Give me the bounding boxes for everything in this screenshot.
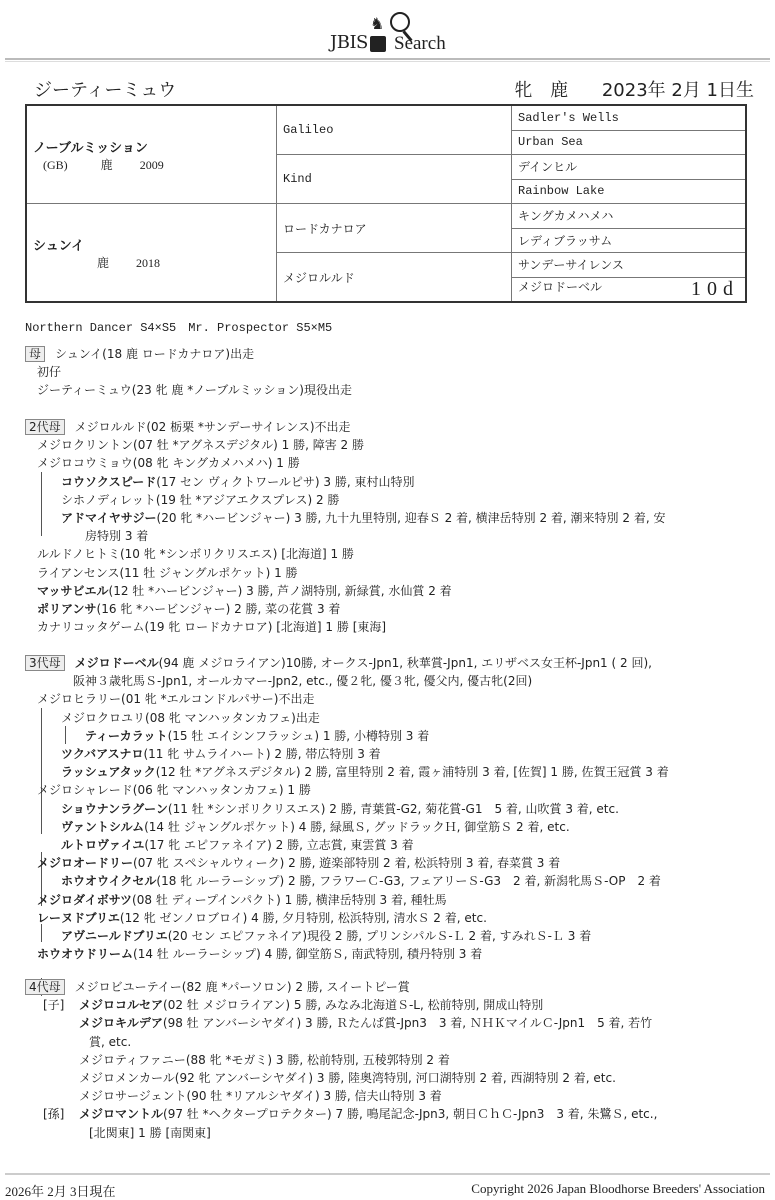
horse-link[interactable]: メジロキルデア [79, 1016, 163, 1031]
copyright: Copyright 2026 Japan Bloodhorse Breeders' Association [471, 1181, 765, 1196]
g3-cell-2[interactable]: Urban Sea [512, 130, 747, 155]
horse-detail: (98 牡 アンバーシヤダイ) 3 勝, Ｒたんぱ賞-Jpn3 3 着, ＮＨＫマイルＣ-Jpn1 5 着, 若竹 [162, 1016, 653, 1031]
list-item [25, 872, 770, 890]
list-item [25, 781, 770, 799]
horse-detail: (07 牝 スペシャルウィーク) 2 勝, 遊楽部特別 2 着, 松浜特別 3 着, 春菜賞 3 着 [133, 856, 561, 871]
horse-detail: (20 セン エピファネイア)現役 2 勝, プリンシパルＳ-Ｌ 2 着, すみれＳ-Ｌ 3 着 [167, 929, 592, 944]
sire-dam-cell[interactable]: Kind [277, 155, 512, 204]
horse-birth: 2023年 2月 1日生 [601, 80, 754, 101]
list-item [25, 727, 770, 745]
list-item-continued [25, 1124, 770, 1142]
horse-link[interactable]: コウソクスピード [61, 474, 157, 489]
horse-name: ジーティーミュウ [34, 80, 177, 101]
list-item-continued [25, 527, 770, 545]
dam-head: シュンイ(18 鹿 ロードカナロア)出走 [55, 347, 255, 361]
horse-link[interactable]: メジロクロユリ [61, 710, 146, 725]
dam-name: シュンイ [33, 238, 85, 254]
sire-cell[interactable] [26, 105, 277, 204]
list-item [25, 690, 770, 708]
horse-link[interactable]: メジロマントル [79, 1107, 164, 1122]
list-item [25, 709, 770, 727]
list-item [25, 473, 770, 491]
horse-link[interactable]: アドマイヤサジー [61, 511, 157, 526]
horse-detail: (02 牡 メジロライアン) 5 勝, みなみ北海道Ｓ-L, 松前特別, 開成山特別 [163, 998, 544, 1013]
list-item [25, 600, 770, 618]
g4-section [25, 978, 770, 1142]
horse-detail: (19 牡 *アジアエクスプレス) 2 勝 [155, 492, 340, 507]
header-divider [5, 58, 770, 60]
g4-head: メジロビユーテイー(82 鹿 *パーソロン) 2 勝, スイートピー賞 [74, 980, 410, 994]
dam-line-2: 初仔 [37, 365, 62, 380]
list-item [25, 818, 770, 836]
list-item [25, 854, 770, 872]
horse-link[interactable]: メジロヒラリー [37, 692, 122, 707]
horse-link[interactable]: カナリコッタゲーム [37, 620, 145, 635]
horse-link[interactable]: ホウオウイクセル [61, 874, 157, 889]
horse-detail: (17 牝 エピファネイア) 2 勝, 立志賞, 東雲賞 3 着 [144, 838, 414, 853]
children-tag: [子] [43, 998, 65, 1013]
g2-head: メジロルルド(02 栃栗 *サンデーサイレンス)不出走 [74, 420, 351, 434]
g3-section [25, 654, 770, 963]
horse-detail: (14 牡 ルーラーシップ) 4 勝, 御堂筋Ｓ, 南武特別, 積丹特別 3 着 [133, 947, 483, 962]
list-item [25, 618, 770, 636]
g3-badge: 3代母 [25, 655, 65, 671]
horse-link[interactable]: メジロダイボサツ [37, 892, 133, 907]
horse-link[interactable]: ヴァントシルム [61, 819, 145, 834]
horse-link[interactable]: ポリアンサ [37, 602, 97, 617]
horse-icon: ♞ [370, 14, 385, 33]
horse-detail: (06 牝 マンハッタンカフェ) 1 勝 [132, 783, 311, 798]
footer-divider [5, 1173, 770, 1175]
as-of-date: 2026年 2月 3日現在 [5, 1184, 116, 1199]
logo-text-jbis: JBIS [330, 32, 368, 53]
g2-section [25, 418, 770, 636]
horse-detail: (07 牡 *アグネスデジタル) 1 勝, 障害 2 勝 [133, 438, 364, 453]
horse-detail: (11 牡 *シンボリクリスエス) 2 勝, 青葉賞-G2, 菊花賞-G1 5 着, 山吹賞 3 着, etc. [167, 801, 619, 816]
dam-cell[interactable] [26, 204, 277, 303]
horse-link[interactable]: ショウナンラグーン [61, 801, 168, 816]
family-number: 10d [691, 278, 739, 301]
list-item [25, 909, 770, 927]
horse-detail: (12 牡 *ハービンジャー) 3 勝, 芦ノ湖特別, 新緑賞, 水仙賞 2 着 [108, 583, 452, 598]
horse-detail: (15 牡 エイシンフラッシュ) 1 勝, 小樽特別 3 着 [167, 728, 430, 743]
header-divider-2 [5, 61, 770, 62]
horse-link[interactable]: メジロサージェント [79, 1089, 187, 1104]
horse-detail: (08 牡 ディープインパクト) 1 勝, 横津岳特別 3 着, 種牡馬 [132, 892, 447, 907]
dam-year: 2018 [136, 255, 161, 270]
dam-dam-cell[interactable]: メジロルルド [277, 253, 512, 303]
dam-line-3: ジーティーミュウ(23 牝 鹿 *ノーブルミッション)現役出走 [37, 383, 352, 398]
sire-info [33, 156, 270, 173]
g3-cell-1[interactable]: Sadler's Wells [512, 105, 747, 130]
horse-detail: (10 牝 *シンボリクリスエス) [北海道] 1 勝 [119, 547, 354, 562]
horse-link[interactable]: ルトロヴァイユ [61, 838, 145, 853]
horse-detail: (88 牝 *モガミ) 3 勝, 松前特別, 五稜郭特別 2 着 [185, 1052, 450, 1067]
horse-link[interactable]: ルルドノヒトミ [37, 547, 120, 562]
sire-origin: (GB) [43, 157, 68, 172]
horse-detail: (11 牡 ジャングルポケット) 1 勝 [119, 565, 298, 580]
list-item [25, 800, 770, 818]
horse-link[interactable]: マッサビエル [37, 583, 109, 598]
horse-detail: (97 牡 *ヘクタープロテクター) 7 勝, 鳴尾記念-Jpn3, 朝日ＣｈＣ-Jpn3 3 着, 朱鷺Ｓ, etc., [163, 1107, 658, 1122]
horse-link[interactable]: メジロティファニー [79, 1052, 186, 1067]
horse-link[interactable]: ツクバアスナロ [61, 747, 144, 762]
horse-detail: [北関東] 1 勝 [南関東] [89, 1125, 211, 1140]
horse-link[interactable]: シホノディレット [61, 492, 156, 507]
grandchildren-tag: [孫] [43, 1107, 65, 1122]
list-item [25, 1069, 770, 1087]
logo-box [370, 36, 386, 52]
list-item [25, 763, 770, 781]
horse-detail: (92 牝 アンバーシヤダイ) 3 勝, 陸奥湾特別, 河口湖特別 2 着, 西湖特別 2 着, etc. [174, 1071, 616, 1086]
list-item [25, 454, 770, 472]
g3-cell-8-name: メジロドーベル [518, 281, 603, 296]
list-item [25, 436, 770, 454]
dam-sire-cell[interactable]: ロードカナロア [277, 204, 512, 253]
horse-link[interactable]: ライアンセンス [37, 565, 120, 580]
horse-link[interactable]: ラッシュアタック [61, 765, 156, 780]
g2-badge: 2代母 [25, 419, 65, 435]
horse-link[interactable]: ホウオウドリーム [37, 947, 134, 962]
sire-year: 2009 [139, 157, 164, 172]
horse-detail: (18 牝 ルーラーシップ) 2 勝, フラワーＣ-G3, フェアリーＳ-G3 2 着, 新潟牝馬Ｓ-OP 2 着 [156, 874, 661, 889]
horse-link[interactable]: アヴニールドブリエ [61, 929, 168, 944]
dam-color: 鹿 [97, 255, 110, 270]
horse-detail: (14 牡 ジャングルポケット) 4 勝, 緑風Ｓ, グッドラックＨ, 御堂筋Ｓ 2 着, etc. [144, 819, 570, 834]
horse-link[interactable]: メジロコルセア [79, 998, 164, 1013]
horse-link[interactable]: メジロクリントン [37, 438, 134, 453]
horse-detail: (11 牝 サムライハート) 2 勝, 帯広特別 3 着 [143, 747, 381, 762]
horse-link[interactable]: メジロメンカール [79, 1071, 175, 1086]
inbreeding-crosses: Northern Dancer S4×S5 Mr. Prospector S5×M5 [25, 321, 333, 335]
horse-link[interactable]: レーヌドブリエ [37, 910, 120, 925]
list-item [25, 491, 770, 509]
list-item [25, 836, 770, 854]
horse-color: 鹿 [550, 80, 569, 101]
header [0, 0, 775, 60]
g3-cell-4[interactable]: Rainbow Lake [512, 179, 747, 204]
horse-detail: (12 牡 *アグネスデジタル) 2 勝, 富里特別 2 着, 霞ヶ浦特別 3 着, [佐賀] 1 勝, 佐賀王冠賞 3 着 [155, 765, 669, 780]
horse-link[interactable]: ティーカラット [85, 728, 168, 743]
g3-cell-3[interactable]: デインヒル [512, 155, 747, 180]
list-item [25, 745, 770, 763]
horse-detail: (08 牝 キングカメハメハ) 1 勝 [132, 456, 300, 471]
g3-cell-5[interactable]: キングカメハメハ [512, 204, 747, 229]
list-item [25, 1087, 770, 1105]
horse-detail: (12 牝 ゼンノロブロイ) 4 勝, 夕月特別, 松浜特別, 清水Ｓ 2 着, etc. [119, 910, 487, 925]
horse-detail: (90 牡 *リアルシヤダイ) 3 勝, 信夫山特別 3 着 [186, 1089, 442, 1104]
pedigree-table [25, 104, 747, 303]
dam-section [25, 345, 770, 400]
g3-head-detail: (94 鹿 メジロライアン)10勝, オークス-Jpn1, 秋華賞-Jpn1, エリザベス女王杯-Jpn1 ( 2 回), [158, 656, 652, 670]
dam-info [33, 254, 270, 271]
horse-link[interactable]: メジロシャレード [37, 783, 133, 798]
horse-info [502, 76, 754, 102]
horse-detail: 房特別 3 着 [85, 529, 149, 544]
g4-badge: 4代母 [25, 979, 65, 995]
sire-sire-cell[interactable]: Galileo [277, 105, 512, 155]
list-item [25, 564, 770, 582]
list-item [25, 545, 770, 563]
g3-cell-6[interactable]: レディブラッサム [512, 228, 747, 253]
list-item [25, 1051, 770, 1069]
horse-detail: (01 牝 *エルコンドルパサー)不出走 [121, 692, 315, 707]
horse-detail: (08 牝 マンハッタンカフェ)出走 [145, 710, 320, 725]
horse-detail: (16 牝 *ハービンジャー) 2 勝, 菜の花賞 3 着 [96, 602, 341, 617]
g3-cell-7[interactable]: サンデーサイレンス [512, 253, 747, 278]
dam-badge: 母 [25, 346, 45, 362]
g3-head-name[interactable]: メジロドーベル [74, 656, 159, 670]
horse-detail: (19 牝 ロードカナロア) [北海道] 1 勝 [東海] [144, 620, 387, 635]
list-item [25, 891, 770, 909]
sire-color: 鹿 [100, 157, 113, 172]
list-item-continued [25, 1033, 770, 1051]
list-item [25, 1014, 770, 1032]
list-item [25, 509, 770, 527]
jbis-search-logo[interactable] [330, 8, 460, 54]
horse-title-row [34, 76, 754, 102]
horse-link[interactable]: メジロオードリー [37, 856, 134, 871]
list-item [25, 945, 770, 963]
list-item [25, 927, 770, 945]
magnifier-icon [390, 12, 410, 32]
list-item [25, 582, 770, 600]
horse-detail: (17 セン ヴィクトワールピサ) 3 勝, 東村山特別 [156, 474, 415, 489]
horse-sex: 牝 [514, 80, 533, 101]
logo-text-search: Search [394, 33, 446, 54]
sire-name: ノーブルミッション [33, 140, 148, 156]
horse-link[interactable]: メジロコウミョウ [37, 456, 133, 471]
horse-detail: (20 牝 *ハービンジャー) 3 勝, 九十九里特別, 迎春Ｓ 2 着, 横津岳特別 2 着, 潮来特別 2 着, 安 [156, 511, 666, 526]
horse-detail: 賞, etc. [89, 1034, 132, 1049]
g3-cell-8[interactable] [512, 277, 747, 302]
g3-head-line2: 阪神３歳牝馬Ｓ-Jpn1, オールカマー-Jpn2, etc., 優２牝, 優３牝, 優父内, 優古牝(2回) [73, 674, 533, 689]
